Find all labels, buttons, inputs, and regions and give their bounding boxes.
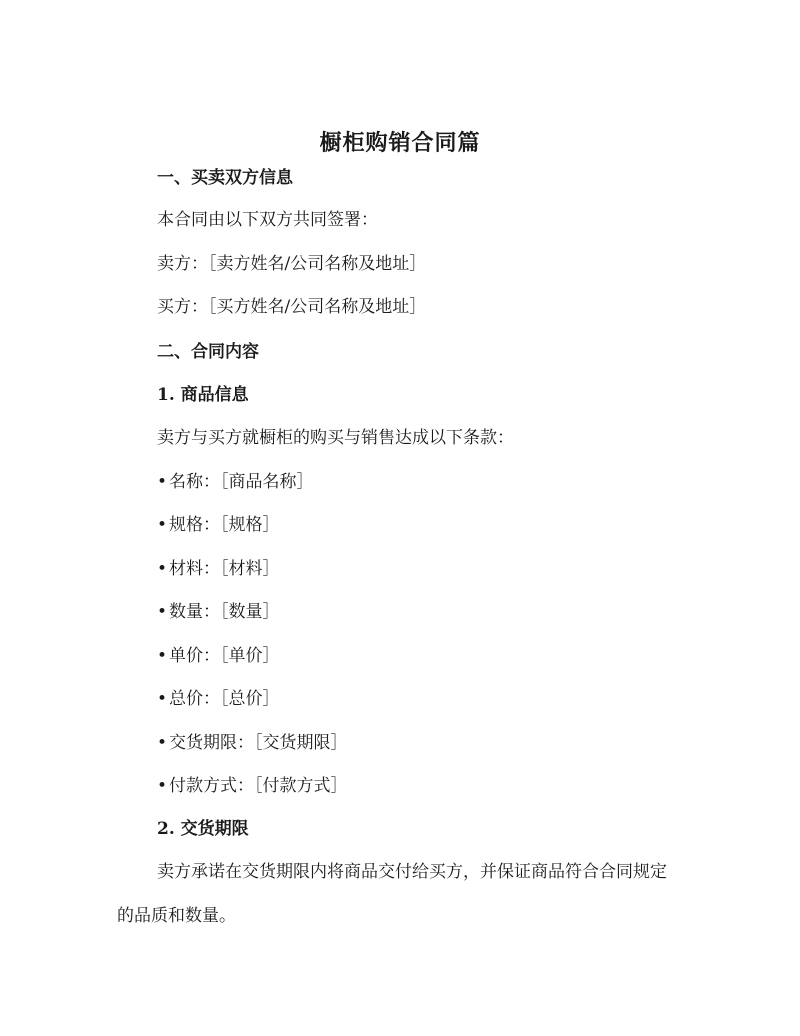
list-item: • 规格：［规格］ (157, 513, 280, 537)
delivery-paragraph: 卖方承诺在交货期限内将商品交付给买方，并保证商品符合合同规定的品质和数量。 (117, 862, 667, 926)
list-item: • 付款方式：［付款方式］ (157, 774, 348, 798)
list-item: • 名称：［商品名称］ (157, 470, 314, 494)
list-item: • 交货期限：［交货期限］ (157, 731, 348, 755)
section-heading-content: 二、合同内容 (157, 342, 259, 362)
parties-intro: 本合同由以下双方共同签署： (157, 210, 378, 230)
section-heading-parties: 一、买卖双方信息 (157, 168, 293, 188)
subsection-heading-delivery: 2. 交货期限 (157, 819, 249, 839)
subsection-heading-goods: 1. 商品信息 (157, 385, 249, 405)
seller-line: 卖方：［卖方姓名/公司名称及地址］ (157, 254, 427, 274)
list-item: • 单价：［单价］ (157, 644, 280, 668)
goods-intro: 卖方与买方就橱柜的购买与销售达成以下条款： (157, 428, 514, 448)
buyer-line: 买方：［买方姓名/公司名称及地址］ (157, 297, 427, 317)
list-item: • 总价：［总价］ (157, 687, 280, 711)
list-item: • 数量：［数量］ (157, 600, 280, 624)
document-title: 橱柜购销合同篇 (319, 130, 481, 156)
list-item: • 材料：［材料］ (157, 557, 280, 581)
